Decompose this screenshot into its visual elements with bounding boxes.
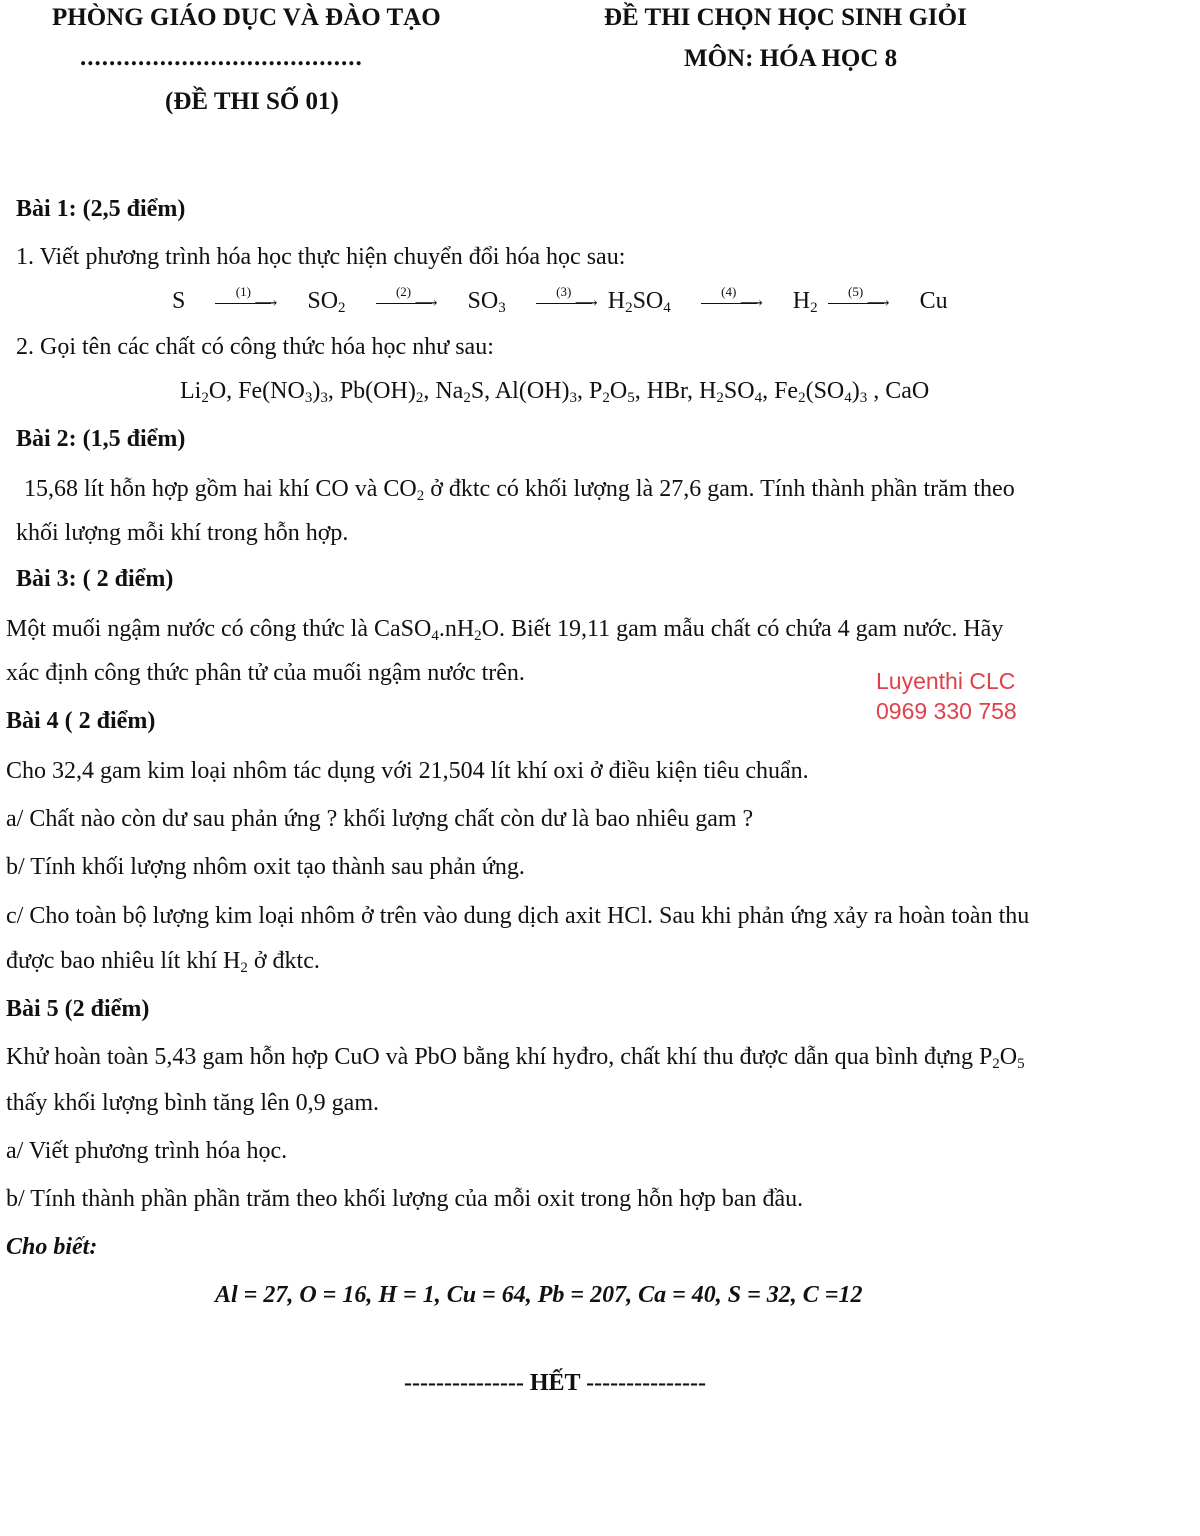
reaction-arrow-2: (2) ⟶ [376, 292, 438, 312]
bai5-line-2: thấy khối lượng bình tăng lên 0,9 gam. [6, 1090, 379, 1116]
watermark-name: Luyenthi CLC [876, 668, 1016, 694]
bai3-line-1: Một muối ngậm nước có công thức là $CaSO_4.nH_2O$. Biết 19,11 gam mẫu chất có chứa 4 gam nước. Hãy [6, 616, 1004, 644]
bai2-line-2: khối lượng mỗi khí trong hỗn hợp. [16, 520, 349, 546]
bai4-title: Bài 4 ( 2 điểm) [6, 708, 156, 734]
bai1-title: Bài 1: (2,5 điểm) [16, 196, 186, 222]
bai5-question-a: a/ Viết phương trình hóa học. [6, 1138, 288, 1164]
reaction-arrow-3: (3) ⟶ [536, 292, 598, 312]
chain-h2so4: $H_2SO_4$ [607, 288, 671, 316]
end-marker: --------------- HẾT --------------- [404, 1370, 707, 1396]
bai5-title: Bài 5 (2 điểm) [6, 996, 150, 1022]
bai4-question-c: c/ Cho toàn bộ lượng kim loại nhôm ở trên vào dung dịch axit HCl. Sau khi phản ứng xảy ra hoàn toàn thu [6, 903, 1030, 929]
bai1-question-2: 2. Gọi tên các chất có công thức hóa học như sau: [16, 334, 494, 360]
exam-title: ĐỀ THI CHỌN HỌC SINH GIỎI [604, 4, 967, 31]
school-dots: ....................................... [80, 44, 363, 71]
bai3-title: Bài 3: ( 2 điểm) [16, 566, 174, 592]
chain-s: S [172, 288, 186, 314]
department-title: PHÒNG GIÁO DỤC VÀ ĐÀO TẠO [52, 4, 441, 31]
chain-cu: Cu [919, 288, 948, 314]
bai5-line-1: Khử hoàn toàn 5,43 gam hỗn hợp CuO và PbO bằng khí hyđro, chất khí thu được dẫn qua bình đựng $P_2O_5$ [6, 1044, 1025, 1072]
bai2-title: Bài 2: (1,5 điểm) [16, 426, 186, 452]
bai4-question-b: b/ Tính khối lượng nhôm oxit tạo thành sau phản ứng. [6, 854, 525, 880]
formula-list: $Li_2O$, $Fe(NO_3)_3$, $Pb(OH)_2$, $Na_2S$, $Al(OH)_3$, $P_2O_5$, HBr, $H_2SO_4$, $Fe_2(SO_4)_3$ , CaO [180, 378, 930, 406]
bai3-line-2: xác định công thức phân tử của muối ngậm nước trên. [6, 660, 525, 686]
atomic-masses: Al = 27, O = 16, H = 1, Cu = 64, Pb = 207, Ca = 40, S = 32, C =12 [215, 1282, 863, 1308]
subject-title: MÔN: HÓA HỌC 8 [684, 45, 898, 72]
reaction-arrow-4: (4) ⟶ [701, 292, 763, 312]
exam-number: (ĐỀ THI SỐ 01) [165, 88, 339, 115]
bai1-question-1: 1. Viết phương trình hóa học thực hiện chuyển đổi hóa học sau: [16, 244, 626, 270]
bai4-question-a: a/ Chất nào còn dư sau phản ứng ? khối lượng chất còn dư là bao nhiêu gam ? [6, 806, 754, 832]
bai4-line-1: Cho 32,4 gam kim loại nhôm tác dụng với 21,504 lít khí oxi ở điều kiện tiêu chuẩn. [6, 758, 809, 784]
reaction-arrow-1: (1) ⟶ [215, 292, 277, 312]
chain-h2: $H_2$ [792, 288, 818, 316]
reaction-arrow-5: (5) ⟶ [828, 292, 890, 312]
bai5-question-b: b/ Tính thành phần phần trăm theo khối lượng của mỗi oxit trong hỗn hợp ban đầu. [6, 1186, 804, 1212]
bai2-line-1: 15,68 lít hỗn hợp gồm hai khí CO và $CO_2$ ở đktc có khối lượng là 27,6 gam. Tính thành phần trăm theo [24, 476, 1015, 504]
watermark-phone: 0969 330 758 [876, 698, 1017, 724]
reaction-chain [172, 284, 948, 316]
bai4-question-c-cont: được bao nhiêu lít khí $H_2$ ở đktc. [6, 948, 320, 976]
given-title: Cho biết: [6, 1234, 98, 1260]
chain-so3: $SO_3$ [467, 288, 506, 316]
chain-so2: $SO_2$ [307, 288, 346, 316]
